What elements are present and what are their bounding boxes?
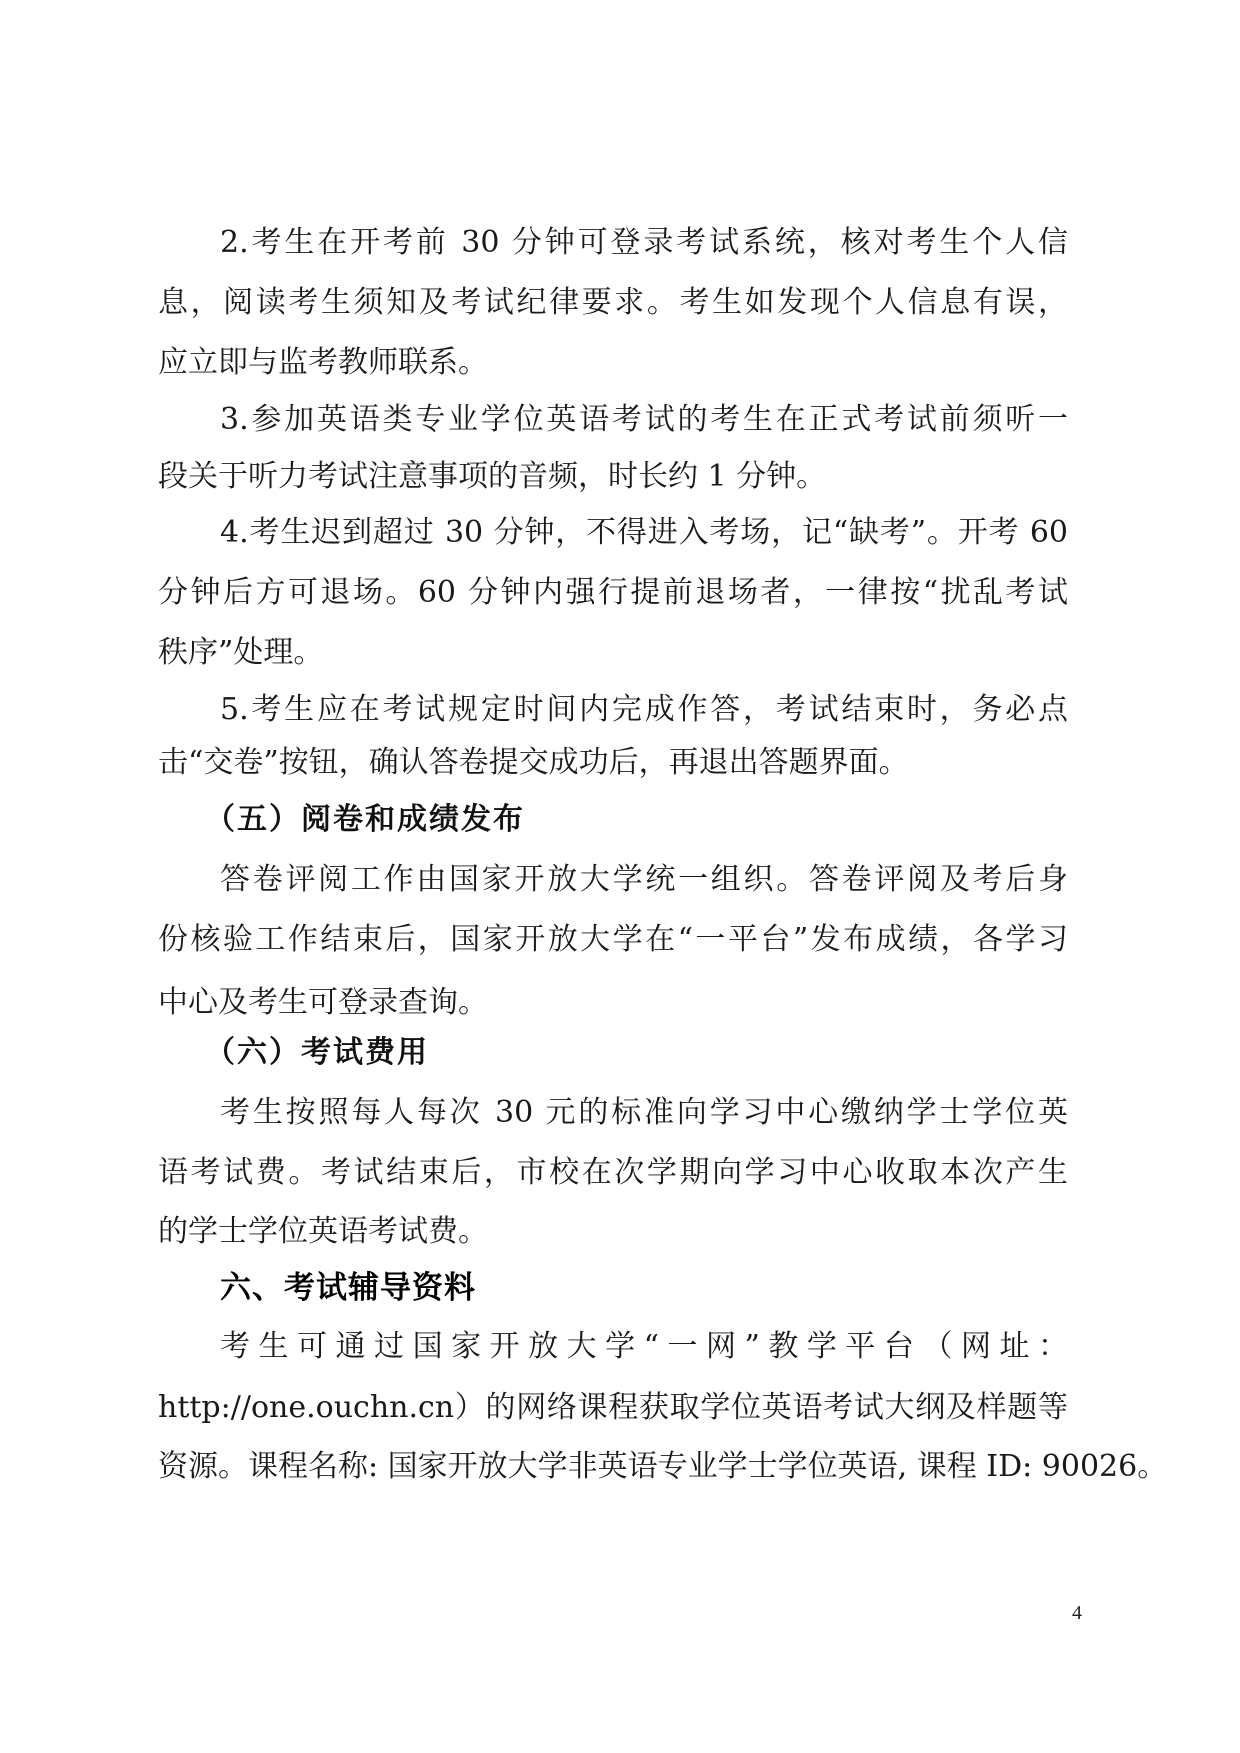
paragraph-item-3-line-1: 3.参加英语类专业学位英语考试的考生在正式考试前须听一 bbox=[220, 402, 1068, 437]
paragraph-fees-line-3: 的学士学位英语考试费。 bbox=[158, 1214, 488, 1249]
paragraph-materials-line-1: 考生可通过国家开放大学“一网”教学平台（网址： bbox=[220, 1329, 1068, 1364]
paragraph-item-4-line-3: 秩序”处理。 bbox=[158, 635, 324, 670]
paragraph-item-5-line-1: 5.考生应在考试规定时间内完成作答，考试结束时，务必点 bbox=[220, 692, 1068, 727]
paragraph-materials-line-2: http://one.ouchn.cn）的网络课程获取学位英语考试大纲及样题等 bbox=[158, 1390, 1068, 1425]
paragraph-item-2-line-3: 应立即与监考教师联系。 bbox=[158, 345, 488, 380]
section-heading-study-materials: 六、考试辅导资料 bbox=[220, 1270, 476, 1306]
paragraph-materials-line-3: 资源。课程名称: 国家开放大学非英语专业学士学位英语, 课程 ID: 90026。 bbox=[158, 1449, 1168, 1484]
paragraph-item-2-line-2: 息，阅读考生须知及考试纪律要求。考生如发现个人信息有误， bbox=[158, 285, 1068, 320]
paragraph-grading-line-2: 份核验工作结束后，国家开放大学在“一平台”发布成绩，各学习 bbox=[158, 922, 1068, 957]
paragraph-fees-line-1: 考生按照每人每次 30 元的标准向学习中心缴纳学士学位英 bbox=[220, 1095, 1068, 1130]
paragraph-grading-line-1: 答卷评阅工作由国家开放大学统一组织。答卷评阅及考后身 bbox=[220, 862, 1068, 897]
subheading-exam-fees: （六）考试费用 bbox=[205, 1035, 429, 1070]
paragraph-grading-line-3: 中心及考生可登录查询。 bbox=[158, 985, 488, 1020]
paragraph-item-3-line-2: 段关于听力考试注意事项的音频，时长约 1 分钟。 bbox=[158, 459, 827, 494]
paragraph-item-5-line-2: 击“交卷”按钮，确认答卷提交成功后，再退出答题界面。 bbox=[158, 745, 909, 780]
paragraph-item-2-line-1: 2.考生在开考前 30 分钟可登录考试系统，核对考生个人信 bbox=[220, 225, 1068, 260]
paragraph-item-4-line-1: 4.考生迟到超过 30 分钟，不得进入考场，记“缺考”。开考 60 bbox=[220, 515, 1068, 550]
paragraph-fees-line-2: 语考试费。考试结束后，市校在次学期向学习中心收取本次产生 bbox=[158, 1155, 1068, 1190]
subheading-grading-and-results: （五）阅卷和成绩发布 bbox=[205, 802, 525, 837]
page-number: 4 bbox=[1072, 1602, 1082, 1624]
paragraph-item-4-line-2: 分钟后方可退场。60 分钟内强行提前退场者，一律按“扰乱考试 bbox=[158, 575, 1068, 610]
